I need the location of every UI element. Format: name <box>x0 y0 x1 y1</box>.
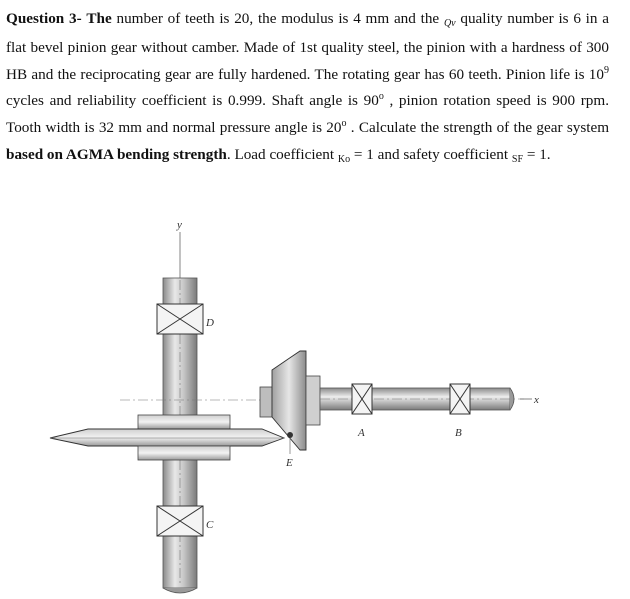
bevel-gear <box>50 415 284 460</box>
text-run: cycles and reliability coefficient is 0.999. Shaft angle is 90 <box>6 92 379 110</box>
y-axis-label: y <box>177 219 182 231</box>
question-bold-the: The <box>86 10 112 27</box>
life-exponent: 9 <box>604 64 609 76</box>
bearing-a <box>352 384 372 439</box>
text-run: , pinion rotation speed is 900 rpm. Tooth width is 32 mm and normal pressure angle is 20 <box>6 92 610 137</box>
bevel-pinion <box>260 351 320 469</box>
text-run: . Calculate the strength of the gear system <box>346 119 610 137</box>
label-c: C <box>206 519 214 531</box>
bearing-d <box>157 304 214 334</box>
bevel-gear-diagram <box>0 210 630 599</box>
label-d: D <box>206 317 214 329</box>
text-run: number of teeth is 20, the modulus is 4 mm and the <box>111 10 444 27</box>
point-e-marker <box>287 432 293 438</box>
bearing-c <box>157 506 214 536</box>
text-run: quality number is 6 in a flat bevel pinion gear without camber. Made of 1st quality steel, the pinion with a hardness of 300 HB and the reciprocating gear are fully hardened. The rotating gear has 60 teeth. Pinion life is 10 <box>6 10 609 83</box>
question-heading: Question 3- <box>6 10 82 27</box>
label-a: A <box>358 427 365 439</box>
label-b: B <box>455 427 462 439</box>
label-e: E <box>286 457 293 469</box>
text-run: . Load coefficient <box>226 145 338 163</box>
agma-phrase: based on AGMA bending strength <box>6 145 227 163</box>
y-axis <box>176 219 182 278</box>
text-run: = 1. <box>523 145 551 163</box>
question-text <box>6 6 609 171</box>
degree-symbol: o <box>378 91 384 103</box>
degree-symbol: o <box>341 118 347 130</box>
sf-symbol: SF <box>511 153 524 165</box>
qv-symbol: Qv <box>443 18 456 29</box>
bearing-b <box>450 384 470 439</box>
text-run: = 1 and safety coefficient <box>350 145 512 163</box>
ko-symbol: Ko <box>337 153 351 165</box>
x-axis-label: x <box>534 394 539 406</box>
